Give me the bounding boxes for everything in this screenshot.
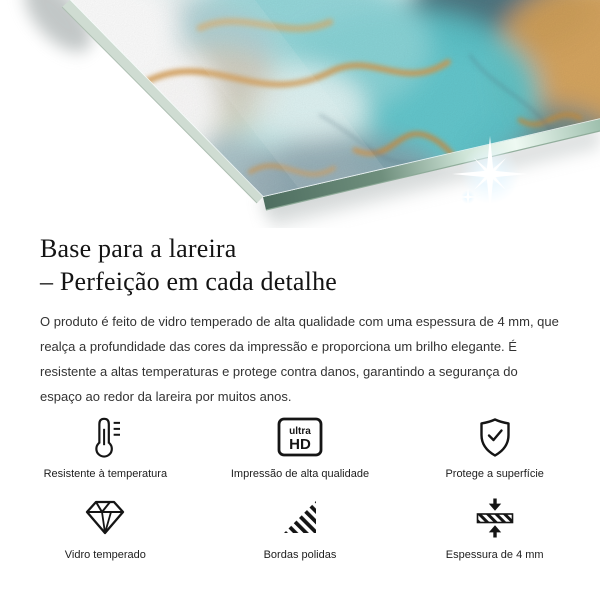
feature-label: Espessura de 4 mm — [445, 549, 544, 561]
feature-label: Bordas polidas — [263, 549, 337, 561]
title-line-1: Base para a lareira — [40, 234, 237, 263]
feature-label: Resistente à temperatura — [43, 468, 168, 480]
product-info-section — [0, 232, 600, 409]
product-title — [40, 232, 562, 298]
thickness-icon — [475, 495, 515, 541]
ultra-hd-icon — [277, 417, 323, 457]
feature-grid — [8, 415, 592, 561]
ultra-text: ultra — [289, 426, 311, 437]
feature-temperature — [8, 415, 203, 480]
feature-label: Protege a superfície — [445, 468, 544, 480]
hd-text: HD — [289, 436, 311, 453]
glass-panel-image — [0, 0, 600, 228]
product-description: O produto é feito de vidro temperado de alta qualidade com uma espessura de 4 mm, que realça a profundidade das cores da impressão e proporciona um brilho elegante. É resistente a altas temperaturas e protege contra danos, garantindo a segurança do espaço ao redor da lareira por muitos anos. — [40, 314, 559, 404]
polished-edges-icon — [282, 501, 318, 535]
feature-polished-edges — [203, 496, 398, 561]
shield-check-icon — [477, 416, 513, 459]
thermometer-icon — [85, 415, 125, 459]
diamond-icon — [84, 500, 126, 536]
feature-label: Vidro temperado — [64, 549, 146, 561]
product-photo — [0, 0, 600, 228]
feature-thickness — [397, 496, 592, 561]
feature-label: Impressão de alta qualidade — [230, 468, 370, 480]
title-line-2: – Perfeição em cada detalhe — [40, 267, 338, 296]
feature-surface-protection — [397, 415, 592, 480]
feature-tempered-glass — [8, 496, 203, 561]
feature-print-quality — [203, 415, 398, 480]
